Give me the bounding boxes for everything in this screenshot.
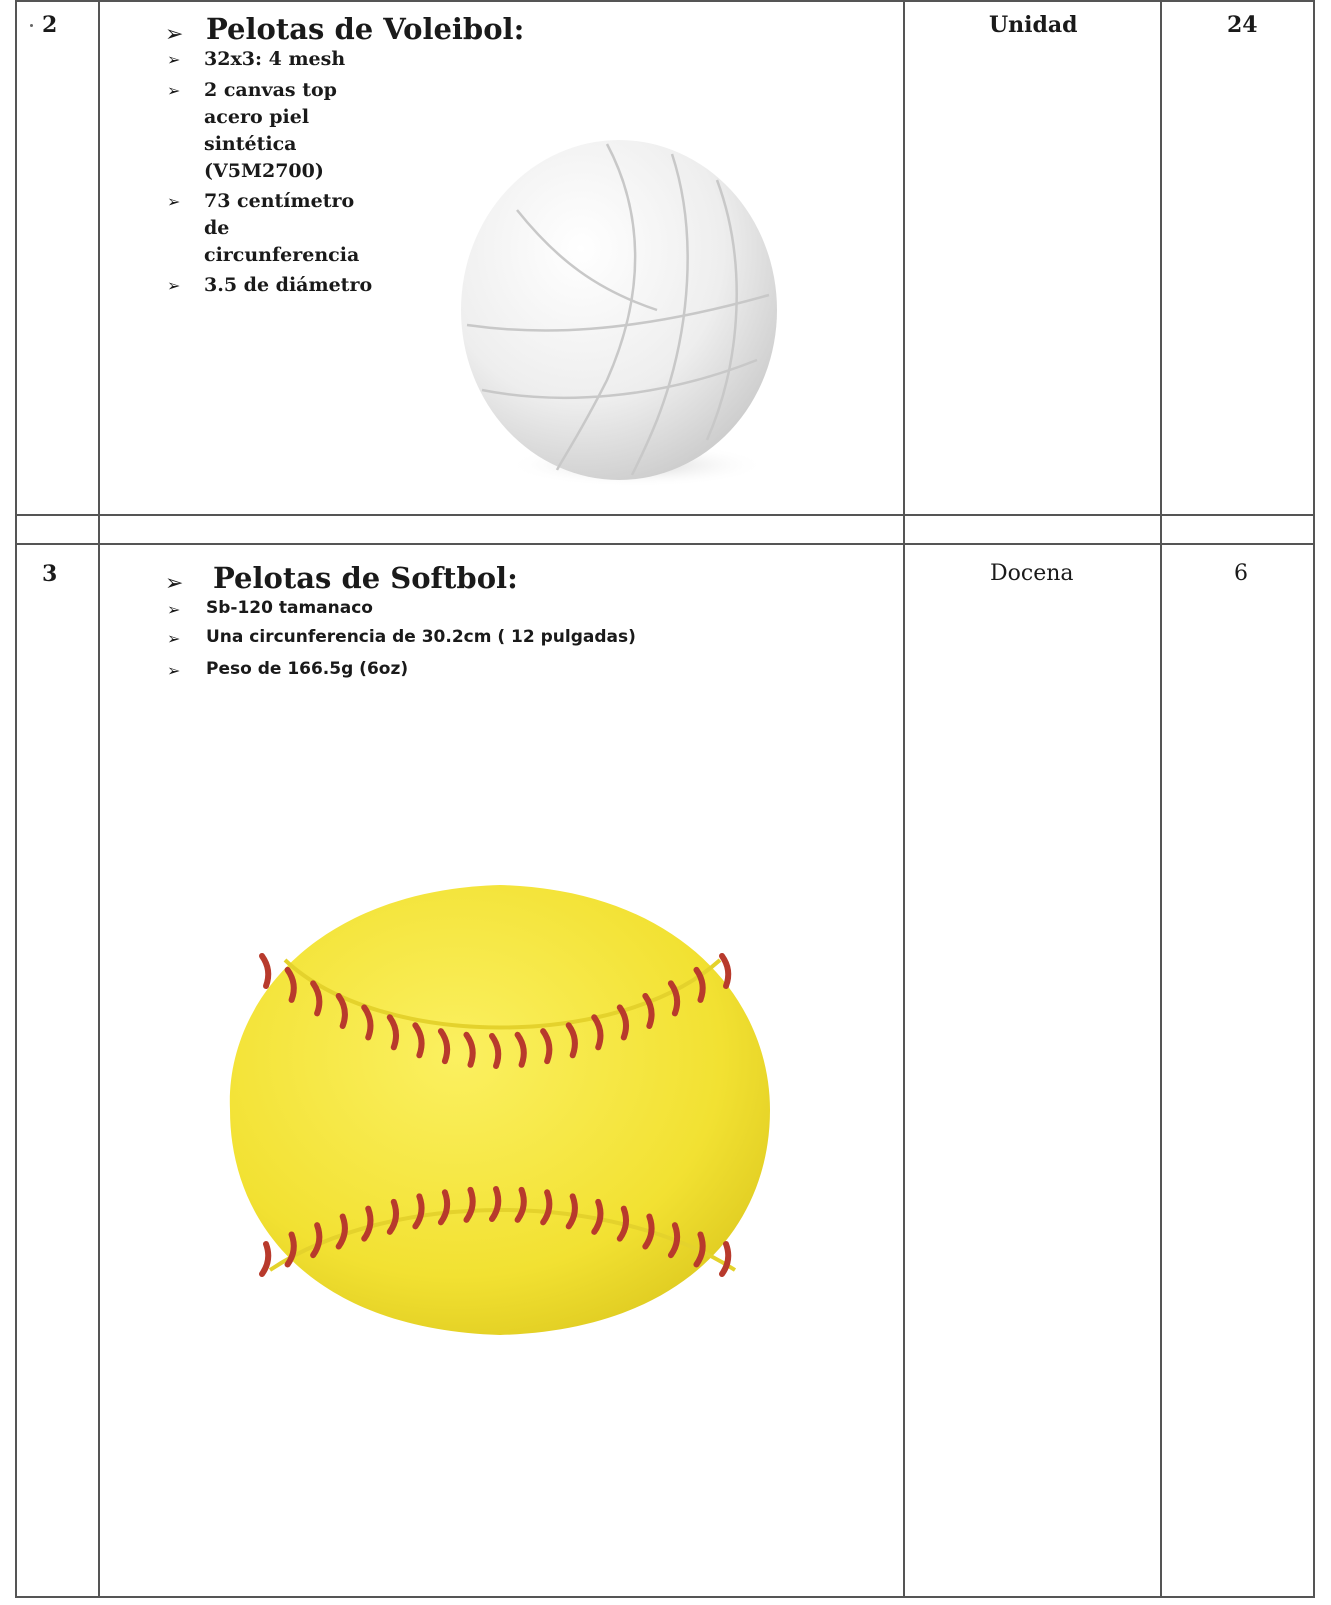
unit-value: Docena	[990, 561, 1074, 586]
table-top-border	[15, 0, 1315, 2]
quantity-value: 6	[1234, 561, 1248, 586]
bullet-arrow-icon: ➢	[167, 629, 181, 648]
bullet-arrow-icon: ➢	[167, 81, 181, 100]
bullet-arrow-icon: ➢	[167, 600, 181, 619]
unit-value: Unidad	[989, 12, 1078, 38]
volleyball-image	[457, 120, 787, 500]
spec-item: Peso de 166.5g (6oz)	[206, 659, 409, 679]
column-divider-2	[903, 0, 905, 1598]
spec-item: 73 centímetro de circunferencia	[204, 190, 360, 266]
stitch-mark	[262, 956, 268, 986]
spec-item: Sb-120 tamanaco	[206, 598, 373, 618]
stitch-mark	[262, 1244, 268, 1274]
row-number: 2	[42, 12, 58, 38]
row-divider-bottom	[15, 543, 1315, 545]
stitch-mark	[722, 1244, 728, 1274]
bullet-arrow-icon: ➢	[167, 276, 181, 295]
softball-image	[200, 850, 800, 1370]
spec-item: 3.5 de diámetro	[204, 274, 373, 296]
scan-speck	[30, 24, 33, 27]
spec-item: Una circunferencia de 30.2cm ( 12 pulgadas)	[206, 627, 636, 647]
product-title: Pelotas de Voleibol:	[206, 12, 525, 46]
row-number: 3	[42, 561, 58, 587]
spec-item: 2 canvas top acero piel sintética (V5M2700)	[204, 79, 337, 182]
column-divider-1	[98, 0, 100, 1598]
product-title: Pelotas de Softbol:	[213, 561, 518, 595]
bullet-arrow-icon: ➢	[165, 22, 184, 47]
column-divider-3	[1160, 0, 1162, 1598]
table-right-border	[1313, 0, 1315, 1598]
bullet-arrow-icon: ➢	[167, 661, 181, 680]
spec-item: 32x3: 4 mesh	[204, 48, 346, 70]
row-divider-top	[15, 514, 1315, 516]
table-bottom-border	[15, 1596, 1315, 1598]
quantity-value: 24	[1227, 12, 1258, 38]
bullet-arrow-icon: ➢	[167, 192, 181, 211]
bullet-arrow-icon: ➢	[167, 50, 181, 69]
bullet-arrow-icon: ➢	[165, 571, 184, 596]
table-left-border	[15, 0, 17, 1598]
